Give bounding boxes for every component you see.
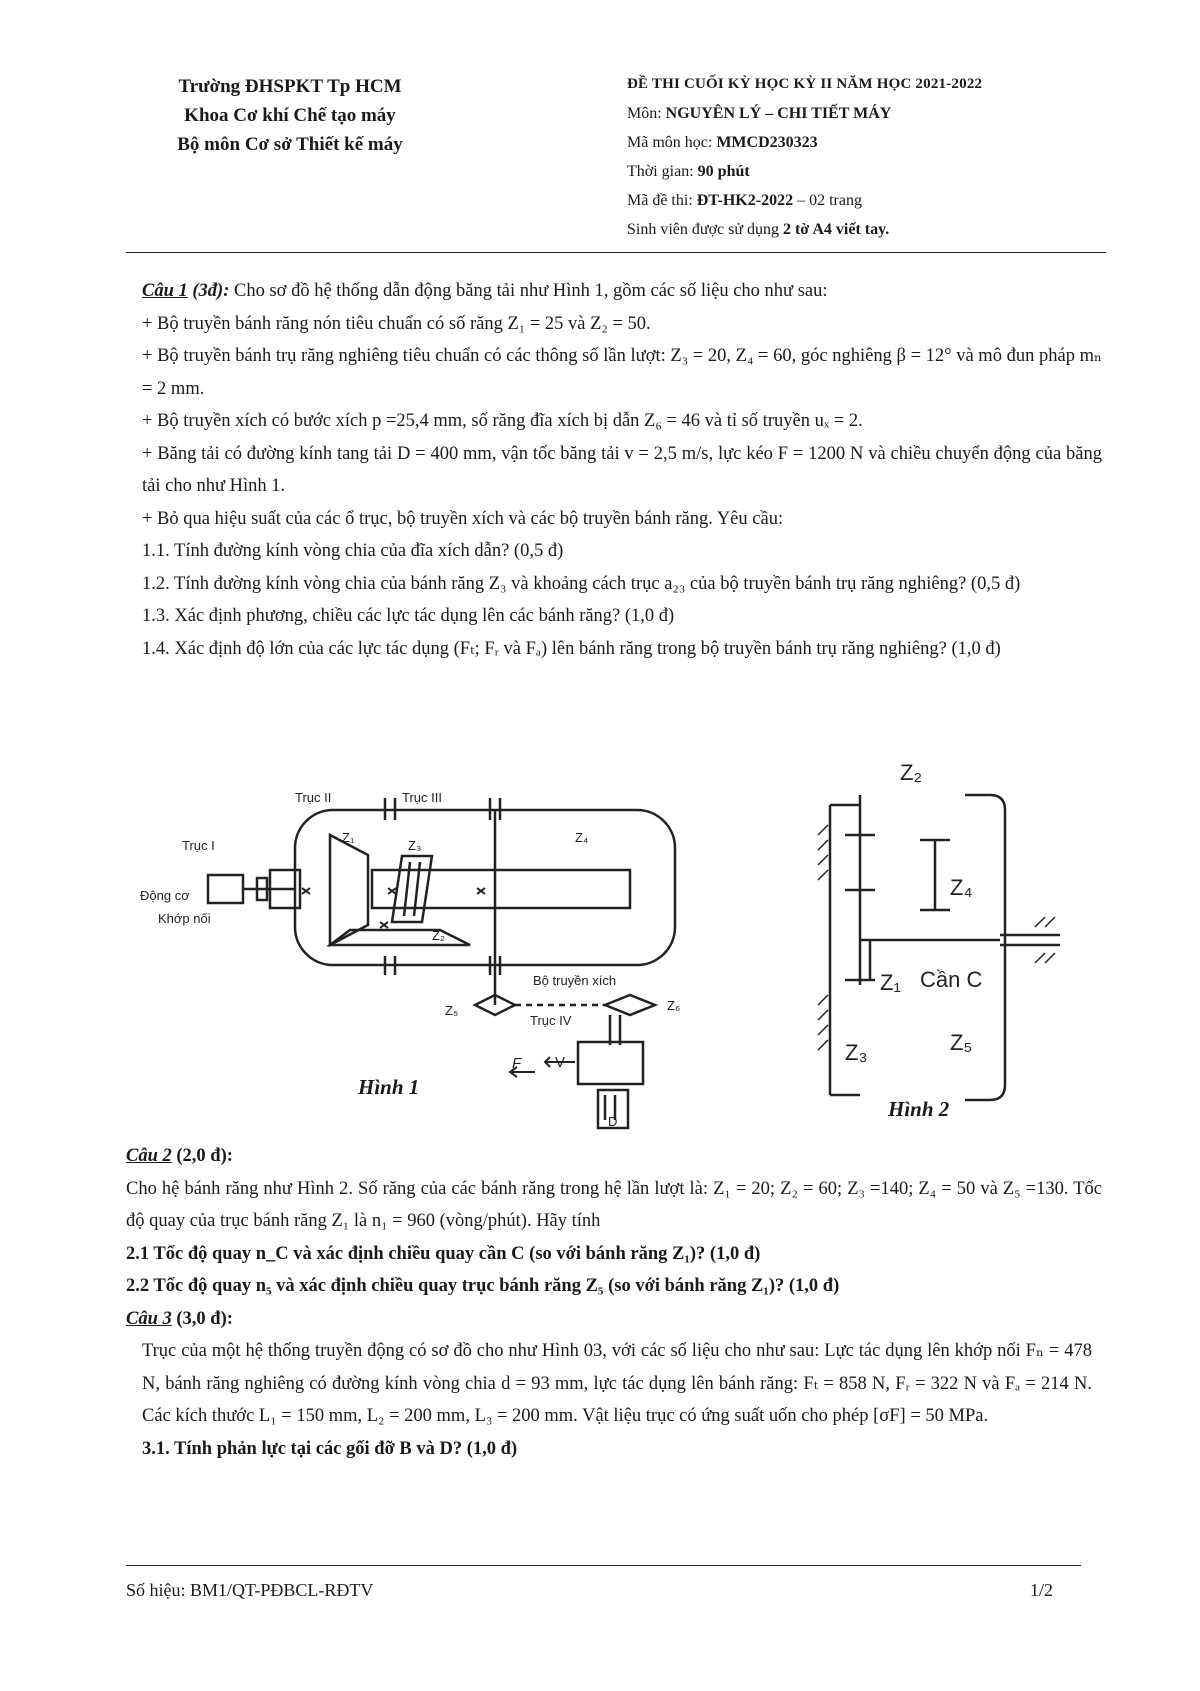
label-force: F — [512, 1055, 522, 1072]
figure-1-caption: Hình 1 — [358, 1075, 420, 1099]
document-code: Số hiệu: BM1/QT-PĐBCL-RĐTV — [126, 1580, 374, 1600]
q1-data-line: + Bộ truyền bánh răng nón tiêu chuẩn có số răng Z₁ = 25 và Z₂ = 50. — [142, 313, 651, 334]
exam-id: ĐT-HK2-2022 — [696, 192, 794, 209]
label-z2: Z₂ — [432, 928, 445, 943]
institution-block — [140, 72, 440, 159]
question-2: Câu 2 (2,0 đ): Cho hệ bánh răng như Hình 2. Số răng của các bánh răng trong hệ lần lượt là: Z₁ = 20; Z₂ = 60; Z₃ =140; Z₄ = 50 và Z₅ =130. Tốc độ quay của trục bánh răng Z₁ là n₁ = 960 (vòng/phút). Hãy tính 2.1 Tốc độ quay n_C và xác định chiều quay cần C (so với bánh răng Z₁)? (1,0 đ) 2.2 Tốc độ quay n₅ và xác định chiều quay trục bánh răng Z₅ (so với bánh răng Z₁)? (1,0 đ) Câu 3 (3,0 đ): — [126, 1146, 1102, 1329]
q2-subquestion: 2.2 Tốc độ quay n₅ và xác định chiều quay trục bánh răng Z₅ (so với bánh răng Z₁)? (1,0 đ) — [126, 1276, 840, 1296]
department-name: Bộ môn Cơ sở Thiết kế máy — [177, 134, 403, 155]
label-velocity: V — [555, 1054, 566, 1071]
helical-gear-z3 — [392, 856, 432, 922]
q1-subquestion: 1.3. Xác định phương, chiều các lực tác dụng lên các bánh răng? (1,0 đ) — [142, 606, 675, 626]
q1-data-line: + Bộ truyền xích có bước xích p =25,4 mm, số răng đĩa xích bị dẫn Z₆ = 46 và tỉ số truyền uₓ = 2. — [142, 411, 863, 431]
exam-id-line: Mã đề thi: ĐT-HK2-2022 – 02 trang — [627, 192, 862, 209]
label-truc-4: Trục IV — [530, 1013, 572, 1028]
label-z2: Z₂ — [900, 760, 922, 785]
q1-title: Câu 1 — [142, 281, 188, 301]
label-truc-2: Trục II — [295, 790, 332, 805]
bevel-gear-z1 — [330, 835, 368, 945]
label-motor: Động cơ — [140, 888, 190, 903]
page-number: 1/2 — [1030, 1580, 1054, 1600]
exam-title: ĐỀ THI CUỐI KỲ HỌC KỲ II NĂM HỌC 2021-2022 — [627, 76, 983, 92]
label-drum-d: D — [608, 1114, 618, 1129]
time-line: Thời gian: 90 phút — [627, 163, 750, 180]
label-chain-drive: Bộ truyền xích — [533, 973, 617, 988]
faculty-name: Khoa Cơ khí Chế tạo máy — [184, 105, 396, 126]
q3-subquestion: 3.1. Tính phản lực tại các gối đỡ B và D? (1,0 đ) — [142, 1438, 518, 1459]
figure-1-drive-diagram — [140, 770, 730, 1130]
q2-intro: Cho hệ bánh răng như Hình 2. Số răng của các bánh răng trong hệ lần lượt là: Z₁ = 20; Z₂ = 60; Z₃ =140; Z₄ = 50 và Z₅ =130. Tốc độ quay của trục bánh răng Z₁ là n₁ = 960 (vòng/phút). Hãy tính — [126, 1178, 1102, 1231]
sprocket-z6 — [605, 995, 655, 1015]
bevel-gear-z2 — [330, 930, 470, 945]
label-z1: Z₁ — [880, 970, 901, 995]
label-carrier: Cần C — [920, 967, 983, 992]
exam-info-block — [627, 70, 1107, 244]
q1-data-line: + Bỏ qua hiệu suất của các ổ trục, bộ truyền xích và các bộ truyền bánh răng. Yêu cầu: — [142, 508, 784, 529]
q1-subquestion: 1.4. Xác định độ lớn của các lực tác dụng (Fₜ; Fᵣ và Fₐ) lên bánh răng trong bộ truyền bánh trụ răng nghiêng? (1,0 đ) — [142, 638, 1001, 659]
course-code-line: Mã môn học: MMCD230323 — [627, 134, 818, 151]
exam-time: 90 phút — [697, 163, 750, 180]
conveyor-drum — [578, 1042, 643, 1084]
q1-subquestion: 1.1. Tính đường kính vòng chia của đĩa xích dẫn? (0,5 đ) — [142, 541, 564, 561]
figure-2-planetary-gear — [800, 755, 1060, 1115]
q1-data-line: + Băng tải có đường kính tang tải D = 400 mm, vận tốc băng tải v = 2,5 m/s, lực kéo F = 1200 N và chiều chuyển động của băng tải cho như Hình 1. — [142, 443, 1102, 496]
label-coupling: Khớp nối — [158, 911, 211, 926]
q1-subquestion: 1.2. Tính đường kính vòng chia của bánh răng Z₃ và khoảng cách trục a₂₃ của bộ truyền bánh trụ răng nghiêng? (0,5 đ) — [142, 573, 1021, 594]
label-z5: Z₅ — [445, 1003, 459, 1018]
label-z1: Z₁ — [342, 830, 355, 845]
subject: NGUYÊN LÝ – CHI TIẾT MÁY — [665, 105, 892, 122]
course-code: MMCD230323 — [716, 134, 818, 151]
figure-2-caption: Hình 2 — [888, 1097, 950, 1121]
q3-intro: Trục của một hệ thống truyền động có sơ đồ cho như Hình 03, với các số liệu cho như sau: Lực tác dụng lên khớp nối Fₙ = 478 N, bánh răng nghiêng có đường kính vòng chia d = 93 mm, lực tác dụng lên bánh răng: Fₜ = 858 N, Fᵣ = 322 N và Fₐ = 214 N. Các kích thước L₁ = 150 mm, L₂ = 200 mm, L₃ = 200 mm. Vật liệu trục có ứng suất uốn cho phép [σF] = 50 MPa. — [142, 1341, 1092, 1426]
label-z5: Z₅ — [950, 1030, 973, 1055]
q1-intro: Câu 1 (3đ): Cho sơ đồ hệ thống dẫn động băng tải như Hình 1, gồm các số liệu cho như sau: — [142, 281, 828, 301]
label-z4: Z₄ — [950, 875, 973, 900]
label-z3: Z₃ — [408, 838, 422, 853]
label-truc-3: Trục III — [402, 790, 442, 805]
label-z4: Z₄ — [575, 830, 589, 845]
q3-title: Câu 3 — [126, 1308, 172, 1329]
q1-data-line: + Bộ truyền bánh trụ răng nghiêng tiêu chuẩn có các thông số lần lượt: Z₃ = 20, Z₄ = 60, góc nghiêng β = 12° và mô đun pháp mₙ = 2 mm. — [142, 346, 1102, 399]
question-1 — [142, 275, 1102, 665]
motor — [208, 875, 243, 903]
footer-divider — [126, 1565, 1081, 1566]
q2-title: Câu 2 — [126, 1146, 172, 1166]
question-3 — [142, 1335, 1092, 1465]
school-name: Trường ĐHSPKT Tp HCM — [178, 76, 402, 97]
label-truc-1: Trục I — [182, 838, 215, 853]
label-z6: Z₆ — [667, 998, 681, 1013]
subject-line: Môn: NGUYÊN LÝ – CHI TIẾT MÁY — [627, 105, 892, 122]
q2-subquestion: 2.1 Tốc độ quay n_C và xác định chiều quay cần C (so với bánh răng Z₁)? (1,0 đ) — [126, 1243, 761, 1264]
header-divider — [126, 252, 1106, 253]
allowed-materials-line: Sinh viên được sử dụng 2 tờ A4 viết tay. — [627, 221, 890, 238]
label-z3: Z₃ — [845, 1040, 868, 1065]
